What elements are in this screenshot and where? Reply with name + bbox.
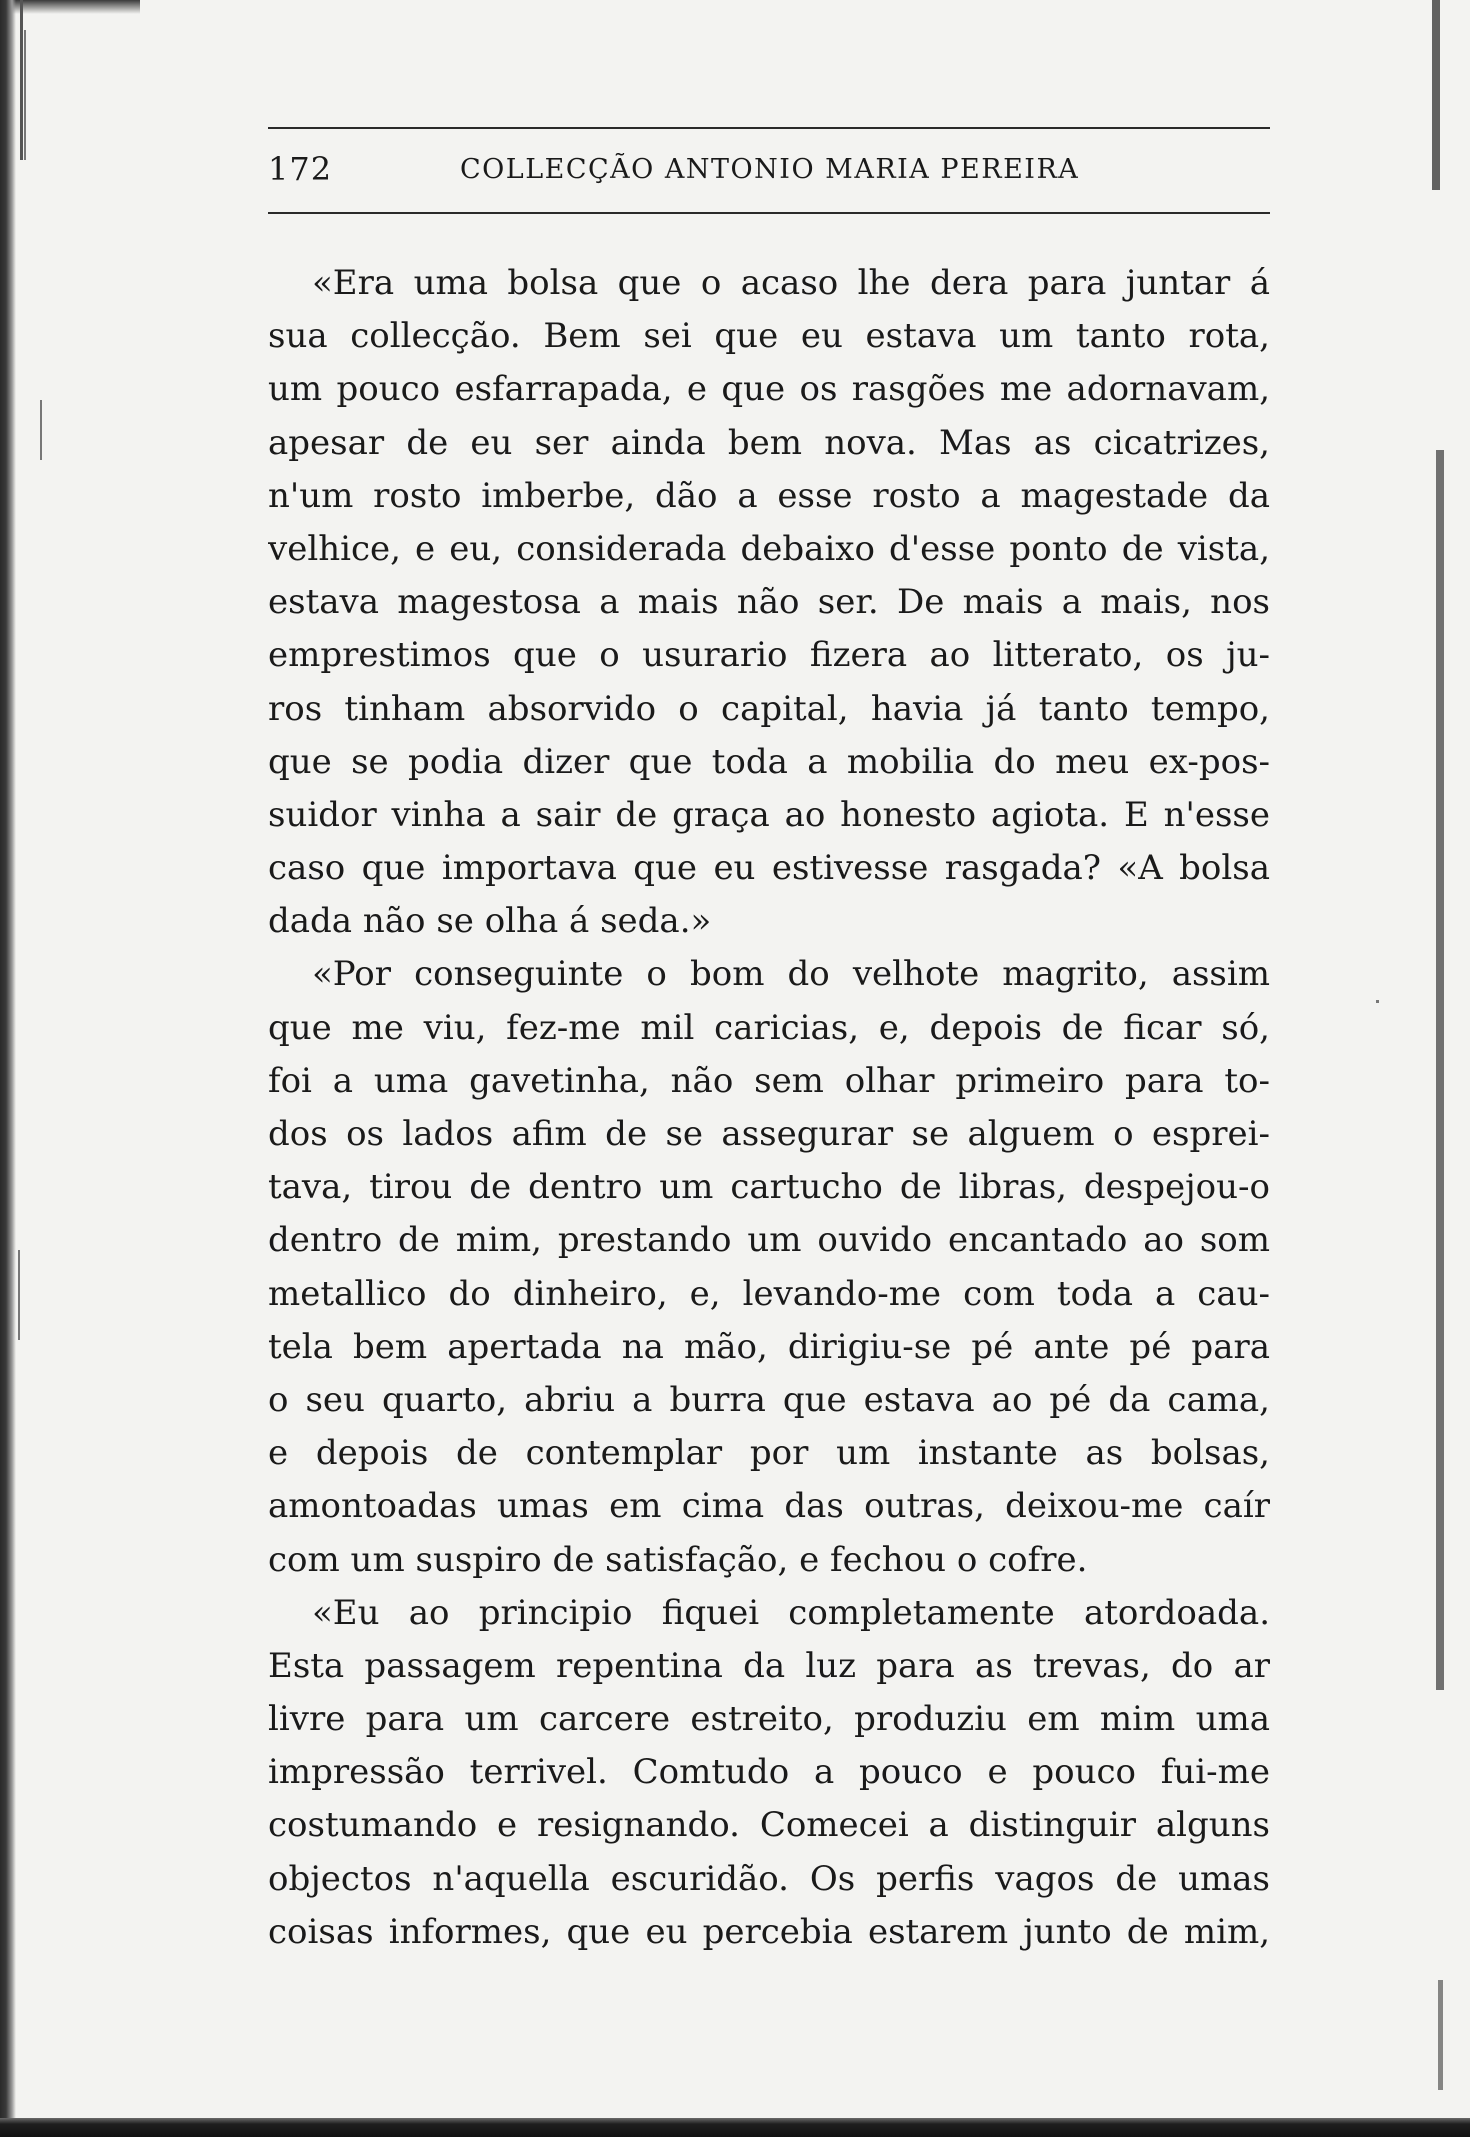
text-line: com um suspiro de satisfação, e fechou o cofre. <box>268 1539 1088 1580</box>
text-line: um pouco esfarrapada, e que os rasgões me adornavam, <box>268 369 1270 410</box>
text-line: apesar de eu ser ainda bem nova. Mas as cicatrizes, <box>268 422 1270 463</box>
text-line: emprestimos que o usurario fizera ao litterato, os ju- <box>268 635 1270 676</box>
text-line: metallico do dinheiro, e, levando-me com toda a cau- <box>268 1273 1270 1314</box>
scan-border-left-inner <box>20 0 23 160</box>
text-line: amontoadas umas em cima das outras, deixou-me caír <box>268 1486 1270 1527</box>
scan-speck <box>18 1250 20 1340</box>
text-line: «Eu ao principio fiquei completamente atordoada. <box>312 1592 1270 1633</box>
scan-speck <box>1376 1000 1379 1003</box>
running-head <box>268 150 1270 194</box>
text-line: dentro de mim, prestando um ouvido encantado ao som <box>268 1220 1270 1261</box>
scan-border-right-top <box>1432 0 1440 190</box>
scan-speck <box>40 400 42 460</box>
scan-border-right <box>1436 450 1444 1690</box>
text-line: impressão terrivel. Comtudo a pouco e pouco fui-me <box>268 1752 1270 1793</box>
text-line: coisas informes, que eu percebia estarem junto de mim, <box>268 1911 1270 1952</box>
body-text <box>268 257 1270 1959</box>
text-line: sua collecção. Bem sei que eu estava um tanto rota, <box>268 316 1270 357</box>
text-line: «Por conseguinte o bom do velhote magrito, assim <box>312 954 1270 995</box>
text-line: livre para um carcere estreito, produziu em mim uma <box>268 1699 1270 1740</box>
text-line: e depois de contemplar por um instante as bolsas, <box>268 1433 1270 1474</box>
text-line: foi a uma gavetinha, não sem olhar primeiro para to- <box>268 1060 1270 1101</box>
text-line: «Era uma bolsa que o acaso lhe dera para juntar á <box>312 263 1270 303</box>
text-line: dos os lados afim de se assegurar se alguem o esprei- <box>268 1114 1270 1154</box>
text-line: caso que importava que eu estivesse rasgada? «A bolsa <box>268 848 1270 889</box>
page-number: 172 <box>268 150 333 188</box>
text-line: suidor vinha a sair de graça ao honesto agiota. E n'esse <box>268 794 1270 835</box>
header-rule-bottom <box>268 212 1270 214</box>
text-line: o seu quarto, abriu a burra que estava ao pé da cama, <box>268 1379 1270 1420</box>
scan-border-left-line <box>24 30 26 160</box>
text-line: estava magestosa a mais não ser. De mais a mais, nos <box>268 582 1270 623</box>
text-line: que me viu, fez-me mil caricias, e, depois de ficar só, <box>268 1007 1270 1048</box>
scan-border-bottom <box>0 2118 1470 2137</box>
text-line: n'um rosto imberbe, dão a esse rosto a magestade da <box>268 475 1270 516</box>
text-line: tava, tirou de dentro um cartucho de libras, despejou-o <box>268 1167 1270 1208</box>
text-line: velhice, e eu, considerada debaixo d'esse ponto de vista, <box>268 528 1270 569</box>
text-line: costumando e resignando. Comecei a distinguir alguns <box>268 1805 1270 1846</box>
text-line: objectos n'aquella escuridão. Os perfis vagos de umas <box>268 1858 1270 1899</box>
running-title: COLLECÇÃO ANTONIO MARIA PEREIRA <box>460 154 1080 185</box>
text-line: tela bem apertada na mão, dirigiu-se pé ante pé para <box>268 1326 1270 1367</box>
text-line: que se podia dizer que toda a mobilia do meu ex-pos- <box>268 741 1270 782</box>
text-line: ros tinham absorvido o capital, havia já tanto tempo, <box>268 688 1270 729</box>
text-line: Esta passagem repentina da luz para as trevas, do ar <box>268 1645 1270 1686</box>
scan-border-left <box>0 0 16 2137</box>
scan-border-right-bottom <box>1438 1980 1443 2090</box>
header-rule-top <box>268 127 1270 129</box>
text-line: dada não se olha á seda.» <box>268 901 712 942</box>
